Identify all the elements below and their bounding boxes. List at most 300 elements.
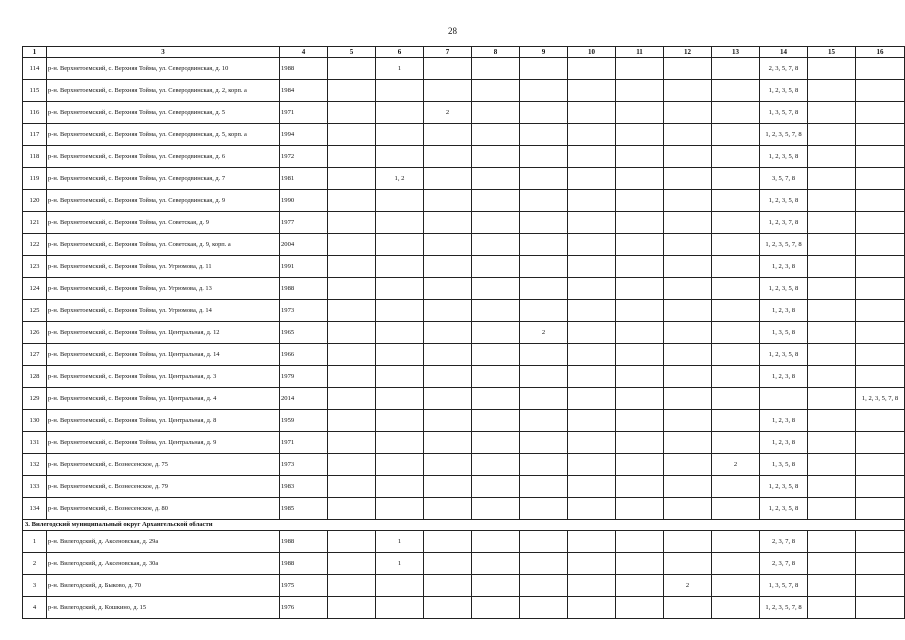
value-cell (616, 190, 664, 212)
value-cell (472, 597, 520, 619)
value-cell (808, 80, 856, 102)
value-cell (568, 256, 616, 278)
value-cell (328, 300, 376, 322)
value-cell (472, 454, 520, 476)
column-header: 15 (808, 47, 856, 58)
value-cell (808, 476, 856, 498)
value-cell (664, 531, 712, 553)
year-cell: 1983 (280, 476, 328, 498)
value-cell (520, 80, 568, 102)
year-cell: 1977 (280, 212, 328, 234)
year-cell: 1959 (280, 410, 328, 432)
value-cell (568, 58, 616, 80)
value-cell (664, 597, 712, 619)
value-cell (568, 366, 616, 388)
value-cell (376, 102, 424, 124)
table-row (23, 597, 905, 619)
value-cell (472, 146, 520, 168)
value-cell (664, 553, 712, 575)
value-cell (328, 322, 376, 344)
value-cell (856, 575, 905, 597)
value-cell (760, 388, 808, 410)
row-number: 118 (23, 146, 47, 168)
year-cell: 1988 (280, 531, 328, 553)
header-row (23, 47, 905, 58)
value-cell (808, 212, 856, 234)
row-number: 119 (23, 168, 47, 190)
value-cell (328, 168, 376, 190)
table-row (23, 366, 905, 388)
value-cell (616, 476, 664, 498)
year-cell: 1973 (280, 454, 328, 476)
address-cell: р-н. Верхнетоемский, с. Вознесенское, д. 79 (47, 476, 280, 498)
value-cell (328, 432, 376, 454)
value-cell (520, 300, 568, 322)
value-cell (616, 366, 664, 388)
value-cell (568, 168, 616, 190)
address-cell: р-н. Верхнетоемский, с. Верхняя Тойма, ул. Центральная, д. 3 (47, 366, 280, 388)
value-cell (856, 190, 905, 212)
address-cell: р-н. Верхнетоемский, с. Верхняя Тойма, ул. Северодвинская, д. 10 (47, 58, 280, 80)
column-header: 9 (520, 47, 568, 58)
column-header: 3 (47, 47, 280, 58)
value-cell (664, 124, 712, 146)
address-cell: р-н. Вилегодский, д. Быково, д. 70 (47, 575, 280, 597)
value-cell (328, 388, 376, 410)
address-cell: р-н. Верхнетоемский, с. Верхняя Тойма, ул. Центральная, д. 12 (47, 322, 280, 344)
row-number: 117 (23, 124, 47, 146)
value-cell (520, 410, 568, 432)
value-cell (568, 388, 616, 410)
table-row (23, 575, 905, 597)
value-cell (664, 388, 712, 410)
value-cell (616, 322, 664, 344)
value-cell (376, 454, 424, 476)
value-cell (616, 58, 664, 80)
value-cell: 1, 2, 3, 8 (760, 256, 808, 278)
row-number: 121 (23, 212, 47, 234)
value-cell (424, 300, 472, 322)
value-cell: 1, 2, 3, 7, 8 (760, 212, 808, 234)
value-cell (568, 102, 616, 124)
value-cell (808, 256, 856, 278)
value-cell (808, 575, 856, 597)
row-number: 129 (23, 388, 47, 410)
value-cell: 2 (424, 102, 472, 124)
row-number: 132 (23, 454, 47, 476)
value-cell (664, 190, 712, 212)
value-cell (712, 278, 760, 300)
value-cell (712, 344, 760, 366)
value-cell (856, 278, 905, 300)
value-cell (712, 102, 760, 124)
value-cell: 1, 2, 3, 5, 8 (760, 278, 808, 300)
register-table (22, 46, 905, 619)
value-cell (808, 146, 856, 168)
table-row (23, 190, 905, 212)
address-cell: р-н. Верхнетоемский, с. Верхняя Тойма, ул. Центральная, д. 4 (47, 388, 280, 410)
value-cell (568, 212, 616, 234)
address-cell: р-н. Верхнетоемский, с. Верхняя Тойма, ул. Северодвинская, д. 9 (47, 190, 280, 212)
value-cell (616, 454, 664, 476)
value-cell (328, 256, 376, 278)
value-cell (712, 410, 760, 432)
value-cell (808, 432, 856, 454)
value-cell (520, 432, 568, 454)
value-cell (664, 168, 712, 190)
row-number: 123 (23, 256, 47, 278)
value-cell (328, 80, 376, 102)
value-cell (424, 454, 472, 476)
value-cell: 1, 3, 5, 7, 8 (760, 575, 808, 597)
value-cell (424, 168, 472, 190)
value-cell (472, 256, 520, 278)
value-cell (808, 366, 856, 388)
value-cell (712, 256, 760, 278)
value-cell (664, 454, 712, 476)
value-cell (568, 597, 616, 619)
value-cell (856, 322, 905, 344)
value-cell (568, 278, 616, 300)
value-cell (712, 300, 760, 322)
value-cell (472, 234, 520, 256)
value-cell (520, 366, 568, 388)
row-number: 125 (23, 300, 47, 322)
value-cell (856, 300, 905, 322)
value-cell (856, 80, 905, 102)
address-cell: р-н. Верхнетоемский, с. Верхняя Тойма, ул. Угрюмова, д. 11 (47, 256, 280, 278)
table-row (23, 322, 905, 344)
value-cell (808, 322, 856, 344)
row-number: 127 (23, 344, 47, 366)
row-number: 122 (23, 234, 47, 256)
value-cell: 1, 2, 3, 5, 7, 8 (760, 597, 808, 619)
year-cell: 1988 (280, 58, 328, 80)
value-cell (472, 322, 520, 344)
column-header: 1 (23, 47, 47, 58)
value-cell (808, 190, 856, 212)
table-row (23, 531, 905, 553)
value-cell: 1, 2, 3, 8 (760, 410, 808, 432)
address-cell: р-н. Верхнетоемский, с. Верхняя Тойма, ул. Центральная, д. 9 (47, 432, 280, 454)
table-row (23, 234, 905, 256)
value-cell (376, 498, 424, 520)
value-cell (664, 102, 712, 124)
value-cell (424, 531, 472, 553)
value-cell (520, 388, 568, 410)
address-cell: р-н. Вилегодский, д. Аксеновская, д. 30а (47, 553, 280, 575)
value-cell (376, 190, 424, 212)
value-cell (856, 410, 905, 432)
table-row (23, 58, 905, 80)
page-number: 28 (448, 26, 457, 36)
value-cell: 1, 3, 5, 7, 8 (760, 102, 808, 124)
year-cell: 1994 (280, 124, 328, 146)
value-cell (808, 344, 856, 366)
year-cell: 1988 (280, 553, 328, 575)
row-number: 1 (23, 531, 47, 553)
value-cell (808, 454, 856, 476)
value-cell (808, 553, 856, 575)
value-cell (616, 597, 664, 619)
value-cell: 1 (376, 58, 424, 80)
value-cell: 1, 2, 3, 5, 8 (760, 344, 808, 366)
value-cell (520, 344, 568, 366)
value-cell (424, 432, 472, 454)
value-cell (616, 388, 664, 410)
column-header: 16 (856, 47, 905, 58)
value-cell (376, 432, 424, 454)
address-cell: р-н. Верхнетоемский, с. Верхняя Тойма, ул. Советская, д. 9, корп. а (47, 234, 280, 256)
year-cell: 1981 (280, 168, 328, 190)
value-cell (856, 256, 905, 278)
row-number: 126 (23, 322, 47, 344)
value-cell (616, 212, 664, 234)
value-cell (424, 278, 472, 300)
value-cell (616, 410, 664, 432)
column-header: 14 (760, 47, 808, 58)
table-row (23, 454, 905, 476)
value-cell (328, 597, 376, 619)
column-header: 11 (616, 47, 664, 58)
value-cell (664, 256, 712, 278)
value-cell (472, 190, 520, 212)
value-cell (376, 344, 424, 366)
value-cell (856, 124, 905, 146)
value-cell (376, 388, 424, 410)
table-row (23, 553, 905, 575)
value-cell: 2, 3, 7, 8 (760, 553, 808, 575)
year-cell: 1984 (280, 80, 328, 102)
value-cell (520, 498, 568, 520)
address-cell: р-н. Верхнетоемский, с. Вознесенское, д. 80 (47, 498, 280, 520)
column-header: 13 (712, 47, 760, 58)
value-cell (712, 58, 760, 80)
value-cell (520, 531, 568, 553)
year-cell: 2014 (280, 388, 328, 410)
value-cell (424, 58, 472, 80)
value-cell (520, 575, 568, 597)
address-cell: р-н. Верхнетоемский, с. Верхняя Тойма, ул. Советская, д. 9 (47, 212, 280, 234)
year-cell: 1966 (280, 344, 328, 366)
value-cell (568, 454, 616, 476)
value-cell (520, 124, 568, 146)
value-cell (808, 58, 856, 80)
value-cell (664, 322, 712, 344)
value-cell (328, 575, 376, 597)
value-cell (808, 498, 856, 520)
value-cell (616, 80, 664, 102)
value-cell (808, 531, 856, 553)
value-cell (376, 366, 424, 388)
column-header: 12 (664, 47, 712, 58)
value-cell (664, 212, 712, 234)
row-number: 124 (23, 278, 47, 300)
table-row (23, 102, 905, 124)
value-cell (328, 531, 376, 553)
value-cell (328, 234, 376, 256)
value-cell: 1 (376, 531, 424, 553)
value-cell (376, 212, 424, 234)
value-cell (376, 410, 424, 432)
value-cell: 1, 2, 3, 5, 8 (760, 190, 808, 212)
address-cell: р-н. Верхнетоемский, с. Верхняя Тойма, ул. Угрюмова, д. 13 (47, 278, 280, 300)
value-cell (424, 597, 472, 619)
value-cell (808, 597, 856, 619)
value-cell (568, 410, 616, 432)
year-cell: 1991 (280, 256, 328, 278)
column-header: 5 (328, 47, 376, 58)
value-cell (616, 498, 664, 520)
value-cell (856, 58, 905, 80)
row-number: 3 (23, 575, 47, 597)
value-cell (520, 234, 568, 256)
value-cell: 1, 2, 3, 8 (760, 300, 808, 322)
table-row (23, 388, 905, 410)
value-cell: 1, 3, 5, 8 (760, 322, 808, 344)
column-header: 8 (472, 47, 520, 58)
value-cell (808, 102, 856, 124)
value-cell (472, 410, 520, 432)
table-row (23, 124, 905, 146)
year-cell: 1965 (280, 322, 328, 344)
value-cell (520, 190, 568, 212)
value-cell (712, 124, 760, 146)
value-cell (664, 80, 712, 102)
value-cell (808, 410, 856, 432)
value-cell (328, 212, 376, 234)
address-cell: р-н. Верхнетоемский, с. Верхняя Тойма, ул. Центральная, д. 14 (47, 344, 280, 366)
value-cell (520, 476, 568, 498)
value-cell (328, 553, 376, 575)
value-cell (712, 322, 760, 344)
value-cell (856, 146, 905, 168)
year-cell: 1990 (280, 190, 328, 212)
value-cell (472, 531, 520, 553)
value-cell (520, 102, 568, 124)
value-cell: 2, 3, 5, 7, 8 (760, 58, 808, 80)
value-cell (712, 234, 760, 256)
section-row (23, 520, 905, 531)
address-cell: р-н. Верхнетоемский, с. Верхняя Тойма, ул. Северодвинская, д. 7 (47, 168, 280, 190)
value-cell (568, 553, 616, 575)
value-cell (472, 476, 520, 498)
row-number: 2 (23, 553, 47, 575)
value-cell (712, 553, 760, 575)
value-cell (664, 300, 712, 322)
value-cell: 1, 2, 3, 8 (760, 366, 808, 388)
value-cell (616, 278, 664, 300)
value-cell (712, 366, 760, 388)
value-cell (568, 476, 616, 498)
year-cell: 1985 (280, 498, 328, 520)
value-cell (328, 124, 376, 146)
value-cell (472, 168, 520, 190)
address-cell: р-н. Верхнетоемский, с. Верхняя Тойма, ул. Северодвинская, д. 5 (47, 102, 280, 124)
value-cell: 1, 2 (376, 168, 424, 190)
address-cell: р-н. Вилегодский, д. Аксеновская, д. 29а (47, 531, 280, 553)
value-cell (616, 146, 664, 168)
value-cell (568, 124, 616, 146)
value-cell (376, 124, 424, 146)
value-cell (616, 432, 664, 454)
row-number: 120 (23, 190, 47, 212)
value-cell (856, 531, 905, 553)
address-cell: р-н. Верхнетоемский, с. Верхняя Тойма, ул. Центральная, д. 8 (47, 410, 280, 432)
value-cell (376, 597, 424, 619)
value-cell (424, 344, 472, 366)
table-row (23, 278, 905, 300)
row-number: 4 (23, 597, 47, 619)
value-cell (712, 432, 760, 454)
value-cell (568, 300, 616, 322)
value-cell: 1, 2, 3, 5, 7, 8 (760, 234, 808, 256)
value-cell (424, 388, 472, 410)
table-row (23, 146, 905, 168)
value-cell: 2 (664, 575, 712, 597)
value-cell (472, 80, 520, 102)
value-cell (520, 168, 568, 190)
value-cell (424, 146, 472, 168)
year-cell: 1971 (280, 102, 328, 124)
value-cell (424, 124, 472, 146)
value-cell (856, 476, 905, 498)
value-cell (472, 366, 520, 388)
value-cell: 1, 3, 5, 8 (760, 454, 808, 476)
value-cell (424, 190, 472, 212)
value-cell (472, 278, 520, 300)
value-cell (712, 190, 760, 212)
value-cell (664, 476, 712, 498)
value-cell (712, 80, 760, 102)
value-cell (664, 58, 712, 80)
address-cell: р-н. Верхнетоемский, с. Верхняя Тойма, ул. Северодвинская, д. 2, корп. а (47, 80, 280, 102)
value-cell: 1, 2, 3, 8 (760, 432, 808, 454)
address-cell: р-н. Вилегодский, д. Кошкино, д. 15 (47, 597, 280, 619)
value-cell (472, 553, 520, 575)
value-cell (616, 256, 664, 278)
value-cell (376, 256, 424, 278)
table-row (23, 168, 905, 190)
value-cell (712, 168, 760, 190)
value-cell (472, 388, 520, 410)
column-header: 4 (280, 47, 328, 58)
value-cell (424, 476, 472, 498)
row-number: 128 (23, 366, 47, 388)
value-cell (664, 366, 712, 388)
value-cell (616, 531, 664, 553)
value-cell (568, 322, 616, 344)
value-cell (712, 146, 760, 168)
value-cell (712, 597, 760, 619)
value-cell (712, 498, 760, 520)
value-cell (568, 344, 616, 366)
value-cell (616, 344, 664, 366)
value-cell: 2, 3, 7, 8 (760, 531, 808, 553)
value-cell (328, 454, 376, 476)
value-cell: 1, 2, 3, 5, 8 (760, 80, 808, 102)
value-cell (376, 300, 424, 322)
value-cell (472, 498, 520, 520)
value-cell: 1, 2, 3, 5, 8 (760, 476, 808, 498)
value-cell (664, 432, 712, 454)
value-cell (328, 498, 376, 520)
value-cell (376, 278, 424, 300)
value-cell (856, 432, 905, 454)
address-cell: р-н. Верхнетоемский, с. Верхняя Тойма, ул. Северодвинская, д. 5, корп. а (47, 124, 280, 146)
value-cell (520, 553, 568, 575)
value-cell: 1, 2, 3, 5, 8 (760, 146, 808, 168)
